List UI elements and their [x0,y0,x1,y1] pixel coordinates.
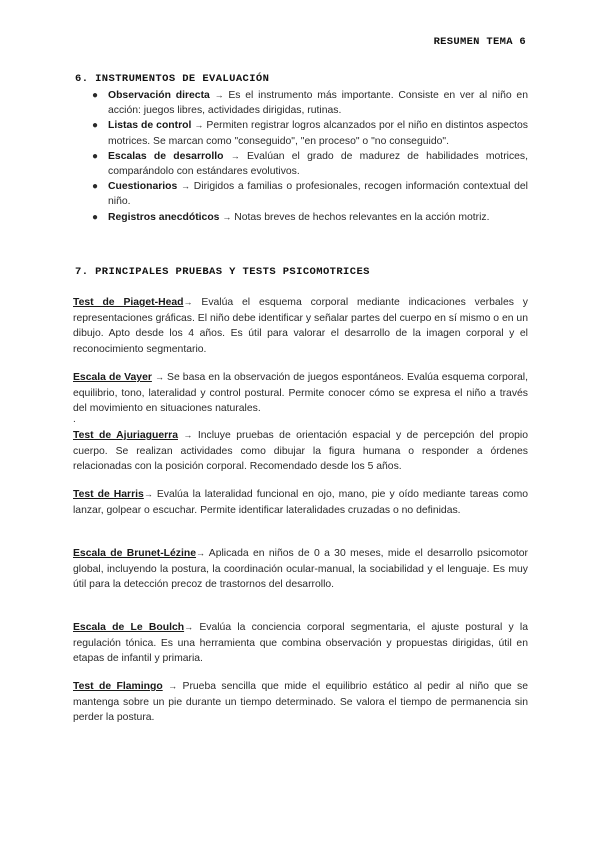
item-term: Listas de control [108,120,192,132]
bullet-icon: ● [92,120,99,132]
item-term: Escalas de desarrollo [108,150,224,162]
item-term: Observación directa [108,90,210,101]
test-name: Escala de Le Boulch [73,622,185,633]
test-description: Evalúa el esquema corporal mediante indicaciones verbales y representaciones gráficas. El niño debe identificar y señalar partes del cuerpo en sí mismo o en un dibujo. Apto desde los 4 años. Es útil para valorar el desarrollo de la imagen corporal y el reconocimiento segmentario. [73,297,529,355]
arrow-icon: → [143,489,153,499]
page-header: RESUMEN TEMA 6 [433,36,526,48]
arrow-icon: → [196,548,206,558]
bullet-icon: ● [92,211,99,223]
test-paragraph [73,546,528,593]
test-name: Escala de Vayer [73,372,152,383]
test-name: Test de Flamingo [73,681,163,692]
test-name: Test de Harris [73,489,144,500]
test-description: Evalúa la lateralidad funcional en ojo, mano, pie y oído mediante tareas como lanzar, golpear o escuchar. Permite identificar lateralidades cruzadas o no definidas. [73,489,529,516]
item-text: Es el instrumento más importante. Consiste en ver al niño en acción: juegos libres, actividades dirigidas, rutinas. [108,90,528,117]
stray-mark: . [73,414,76,425]
test-paragraph [73,679,528,726]
arrow-icon: → [194,120,204,131]
arrow-icon: → [184,622,194,632]
item-text: Permiten registrar logros alcanzados por el niño en distintos aspectos motrices. Se marcan como "conseguido", "en proceso" o "no conseguido". [108,120,529,147]
test-paragraph [73,428,528,475]
item-term: Registros anecdóticos [108,211,220,223]
bullet-icon: ● [92,181,99,193]
test-description: Se basa en la observación de juegos espontáneos. Evalúa esquema corporal, equilibrio, tono, lateralidad y control postural. Permite conocer cómo se expresa el niño a través del movimiento en situaciones naturales. [73,372,528,415]
test-paragraph [73,370,528,417]
arrow-icon: → [183,297,193,307]
list-item [92,118,528,148]
arrow-icon: → [230,150,240,161]
test-name: Test de Ajuriaguerra [73,430,178,441]
list-item [92,88,528,118]
list-item [92,149,528,179]
section-7-title: 7. PRINCIPALES PRUEBAS Y TESTS PSICOMOTRICES [75,266,370,278]
test-paragraph [73,295,528,357]
instruments-list [92,88,528,225]
item-term: Cuestionarios [108,181,178,193]
item-text: Evalúan el grado de madurez de habilidades motrices, comparándolo con estándares evolutivos. [108,150,529,178]
arrow-icon: → [183,430,193,440]
section-6-title: 6. INSTRUMENTOS DE EVALUACIÓN [75,73,270,85]
list-item [92,179,528,209]
arrow-icon: → [214,90,224,100]
test-description: Prueba sencilla que mide el equilibrio estático al pedir al niño que se mantenga sobre un pie durante un tiempo determinado. Se valora el tiempo de permanencia sin perder la postura. [73,681,529,724]
arrow-icon: → [168,681,178,691]
arrow-icon: → [154,372,164,382]
test-description: Aplicada en niños de 0 a 30 meses, mide el desarrollo psicomotor global, incluyendo la postura, la coordinación ocular-manual, la sociabilidad y el lenguaje. Es muy útil para la detección precoz de trastornos del desarrollo. [73,548,528,591]
test-description: Evalúa la conciencia corporal segmentaria, el ajuste postural y la regulación tónica. Es una herramienta que combina observación y propuestas dirigidas, útil en etapas de infantil y primaria. [73,622,529,665]
arrow-icon: → [181,181,191,192]
item-text: Dirigidos a familias o profesionales, recogen información contextual del niño. [108,181,528,208]
bullet-icon: ● [92,150,99,162]
item-text: Notas breves de hechos relevantes en la acción motriz. [234,211,490,223]
test-name: Escala de Brunet-Lézine [73,548,197,559]
test-paragraph [73,620,528,667]
test-name: Test de Piaget-Head [73,297,184,308]
bullet-icon: ● [92,90,99,101]
test-description: Incluye pruebas de orientación espacial y de percepción del propio cuerpo. Se realizan actividades como dibujar la figura humana o responder a órdenes relacionadas con la posición corporal. Recomendado desde los 5 años. [73,430,529,473]
test-paragraph [73,487,528,518]
list-item [92,210,528,225]
arrow-icon: → [222,211,232,222]
